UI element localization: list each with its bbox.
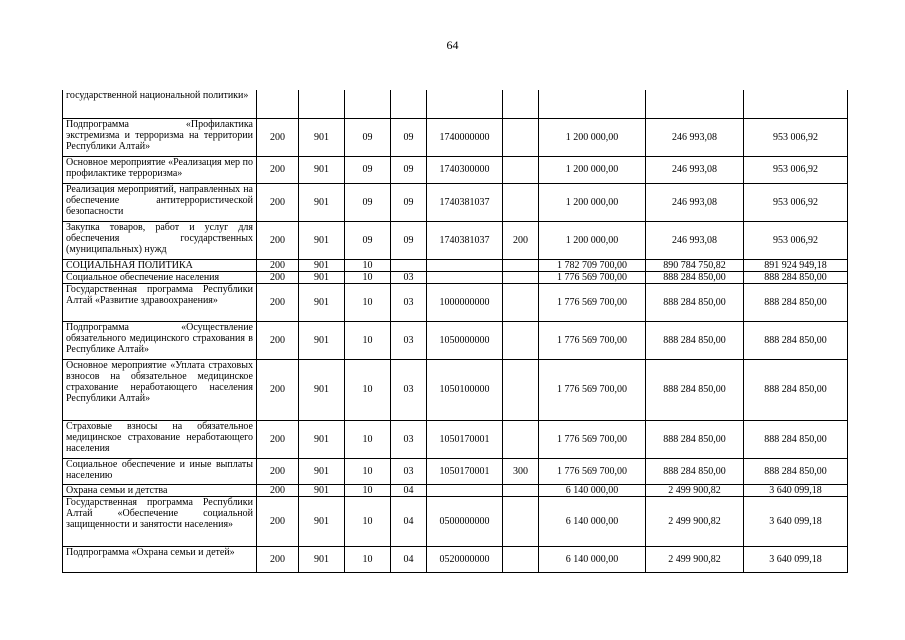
cell-kvr (503, 259, 539, 271)
cell-expense-type: 1000000000 (427, 283, 503, 321)
cell-section: 901 (299, 359, 345, 420)
cell-remaining: 888 284 850,00 (744, 420, 848, 458)
cell-subsection: 09 (345, 156, 391, 183)
cell-expense-type: 1050170001 (427, 458, 503, 484)
cell-remaining: 3 640 099,18 (744, 496, 848, 546)
cell-kvr (503, 118, 539, 156)
cell-subsection: 10 (345, 484, 391, 496)
cell-subsection: 10 (345, 420, 391, 458)
cell-kvr: 300 (503, 458, 539, 484)
table-row (63, 118, 848, 156)
cell-remaining: 888 284 850,00 (744, 271, 848, 283)
cell-name: Основное мероприятие «Реализация мер по профилактике терроризма» (63, 156, 257, 183)
table-row (63, 484, 848, 496)
table-row (63, 259, 848, 271)
table-row (63, 496, 848, 546)
cell-remaining: 953 006,92 (744, 156, 848, 183)
cell-subsection: 10 (345, 496, 391, 546)
page-number: 64 (446, 38, 459, 52)
cell-target-article: 03 (391, 283, 427, 321)
cell-plan: 1 776 569 700,00 (539, 283, 646, 321)
cell-kvr (503, 359, 539, 420)
table-row (63, 156, 848, 183)
cell-expense-type: 1740000000 (427, 118, 503, 156)
cell-plan: 1 200 000,00 (539, 221, 646, 259)
cell-target-article: 04 (391, 546, 427, 572)
cell-section: 901 (299, 183, 345, 221)
cell-executed: 888 284 850,00 (646, 458, 744, 484)
cell-section: 901 (299, 156, 345, 183)
cell-grbs: 200 (257, 156, 299, 183)
cell-subsection: 10 (345, 458, 391, 484)
cell-target-article: 04 (391, 496, 427, 546)
cell-remaining: 3 640 099,18 (744, 484, 848, 496)
cell-remaining: 953 006,92 (744, 118, 848, 156)
cell-subsection: 10 (345, 321, 391, 359)
cell-target-article: 03 (391, 458, 427, 484)
cell-subsection: 10 (345, 283, 391, 321)
cell-name: Подпрограмма «Осуществление обязательного медицинского страхования в Республике Алтай» (63, 321, 257, 359)
cell-executed: 246 993,08 (646, 221, 744, 259)
cell-grbs: 200 (257, 496, 299, 546)
cell-executed: 890 784 750,82 (646, 259, 744, 271)
cell-expense-type: 1740381037 (427, 183, 503, 221)
table-row (63, 359, 848, 420)
cell-plan: 6 140 000,00 (539, 546, 646, 572)
cell-target-article: 09 (391, 183, 427, 221)
cell-section (299, 90, 345, 118)
cell-kvr (503, 183, 539, 221)
cell-name: Охрана семьи и детства (63, 484, 257, 496)
cell-plan: 6 140 000,00 (539, 496, 646, 546)
cell-grbs: 200 (257, 183, 299, 221)
cell-expense-type (427, 90, 503, 118)
cell-kvr (503, 271, 539, 283)
cell-name: СОЦИАЛЬНАЯ ПОЛИТИКА (63, 259, 257, 271)
cell-target-article (391, 90, 427, 118)
cell-section: 901 (299, 458, 345, 484)
cell-section: 901 (299, 321, 345, 359)
cell-kvr (503, 546, 539, 572)
cell-target-article (391, 259, 427, 271)
table-row (63, 183, 848, 221)
cell-executed: 246 993,08 (646, 156, 744, 183)
cell-section: 901 (299, 484, 345, 496)
table-row (63, 546, 848, 572)
cell-expense-type: 1740381037 (427, 221, 503, 259)
cell-subsection: 09 (345, 221, 391, 259)
cell-plan: 1 776 569 700,00 (539, 321, 646, 359)
cell-section: 901 (299, 496, 345, 546)
cell-executed: 2 499 900,82 (646, 496, 744, 546)
cell-name: Подпрограмма «Охрана семьи и детей» (63, 546, 257, 572)
table-body (63, 90, 848, 572)
cell-section: 901 (299, 259, 345, 271)
cell-executed: 888 284 850,00 (646, 271, 744, 283)
cell-name: Государственная программа Республики Алтай «Обеспечение социальной защищенности и занятости населения» (63, 496, 257, 546)
cell-remaining: 888 284 850,00 (744, 321, 848, 359)
cell-name: Страховые взносы на обязательное медицинское страхование неработающего населения (63, 420, 257, 458)
cell-plan: 1 776 569 700,00 (539, 420, 646, 458)
table-row (63, 321, 848, 359)
cell-remaining: 888 284 850,00 (744, 283, 848, 321)
cell-name: Реализация мероприятий, направленных на обеспечение антитеррористической безопасности (63, 183, 257, 221)
cell-target-article: 03 (391, 420, 427, 458)
cell-name: Закупка товаров, работ и услуг для обеспечения государственных (муниципальных) нужд (63, 221, 257, 259)
cell-section: 901 (299, 271, 345, 283)
cell-target-article: 09 (391, 221, 427, 259)
cell-remaining: 953 006,92 (744, 221, 848, 259)
cell-expense-type: 1050170001 (427, 420, 503, 458)
cell-plan: 1 200 000,00 (539, 183, 646, 221)
cell-grbs: 200 (257, 546, 299, 572)
table-row (63, 420, 848, 458)
cell-subsection (345, 90, 391, 118)
cell-executed: 888 284 850,00 (646, 359, 744, 420)
cell-expense-type (427, 259, 503, 271)
cell-plan: 1 782 709 700,00 (539, 259, 646, 271)
table-row (63, 283, 848, 321)
cell-remaining (744, 90, 848, 118)
cell-subsection: 10 (345, 359, 391, 420)
cell-grbs: 200 (257, 420, 299, 458)
cell-subsection: 10 (345, 259, 391, 271)
cell-executed: 246 993,08 (646, 118, 744, 156)
cell-grbs: 200 (257, 484, 299, 496)
table-row (63, 458, 848, 484)
cell-target-article: 03 (391, 321, 427, 359)
cell-executed: 2 499 900,82 (646, 484, 744, 496)
cell-name: Социальное обеспечение и иные выплаты населению (63, 458, 257, 484)
cell-executed: 888 284 850,00 (646, 420, 744, 458)
cell-plan: 1 200 000,00 (539, 156, 646, 183)
cell-kvr (503, 484, 539, 496)
cell-grbs: 200 (257, 283, 299, 321)
cell-grbs: 200 (257, 118, 299, 156)
cell-plan: 1 776 569 700,00 (539, 458, 646, 484)
cell-kvr (503, 90, 539, 118)
table-row (63, 221, 848, 259)
cell-grbs: 200 (257, 221, 299, 259)
cell-subsection: 10 (345, 271, 391, 283)
cell-executed (646, 90, 744, 118)
cell-name: Государственная программа Республики Алтай «Развитие здравоохранения» (63, 283, 257, 321)
cell-name: Социальное обеспечение населения (63, 271, 257, 283)
cell-expense-type: 1050100000 (427, 359, 503, 420)
cell-remaining: 953 006,92 (744, 183, 848, 221)
cell-grbs: 200 (257, 259, 299, 271)
cell-section: 901 (299, 118, 345, 156)
cell-expense-type (427, 271, 503, 283)
cell-kvr: 200 (503, 221, 539, 259)
cell-expense-type: 0500000000 (427, 496, 503, 546)
cell-remaining: 3 640 099,18 (744, 546, 848, 572)
cell-kvr (503, 156, 539, 183)
cell-executed: 246 993,08 (646, 183, 744, 221)
cell-name: государственной национальной политики» (63, 90, 257, 118)
cell-expense-type: 1050000000 (427, 321, 503, 359)
cell-executed: 888 284 850,00 (646, 283, 744, 321)
cell-kvr (503, 321, 539, 359)
budget-table (62, 90, 848, 573)
cell-subsection: 09 (345, 118, 391, 156)
cell-expense-type: 1740300000 (427, 156, 503, 183)
cell-target-article: 04 (391, 484, 427, 496)
cell-subsection: 09 (345, 183, 391, 221)
cell-plan: 1 200 000,00 (539, 118, 646, 156)
cell-grbs (257, 90, 299, 118)
cell-grbs: 200 (257, 359, 299, 420)
cell-target-article: 09 (391, 156, 427, 183)
cell-grbs: 200 (257, 271, 299, 283)
cell-grbs: 200 (257, 458, 299, 484)
cell-remaining: 891 924 949,18 (744, 259, 848, 271)
cell-name: Подпрограмма «Профилактика экстремизма и терроризма на территории Республики Алтай» (63, 118, 257, 156)
table-row (63, 271, 848, 283)
cell-expense-type (427, 484, 503, 496)
cell-name: Основное мероприятие «Уплата страховых взносов на обязательное медицинское страхование неработающего населения Республики Алтай» (63, 359, 257, 420)
cell-plan (539, 90, 646, 118)
cell-target-article: 09 (391, 118, 427, 156)
cell-section: 901 (299, 221, 345, 259)
cell-plan: 6 140 000,00 (539, 484, 646, 496)
cell-executed: 888 284 850,00 (646, 321, 744, 359)
cell-plan: 1 776 569 700,00 (539, 359, 646, 420)
cell-kvr (503, 496, 539, 546)
cell-grbs: 200 (257, 321, 299, 359)
cell-subsection: 10 (345, 546, 391, 572)
cell-section: 901 (299, 546, 345, 572)
cell-target-article: 03 (391, 359, 427, 420)
cell-remaining: 888 284 850,00 (744, 359, 848, 420)
cell-section: 901 (299, 283, 345, 321)
cell-target-article: 03 (391, 271, 427, 283)
cell-kvr (503, 283, 539, 321)
cell-plan: 1 776 569 700,00 (539, 271, 646, 283)
cell-section: 901 (299, 420, 345, 458)
cell-remaining: 888 284 850,00 (744, 458, 848, 484)
cell-kvr (503, 420, 539, 458)
cell-executed: 2 499 900,82 (646, 546, 744, 572)
cell-expense-type: 0520000000 (427, 546, 503, 572)
table-row (63, 90, 848, 118)
